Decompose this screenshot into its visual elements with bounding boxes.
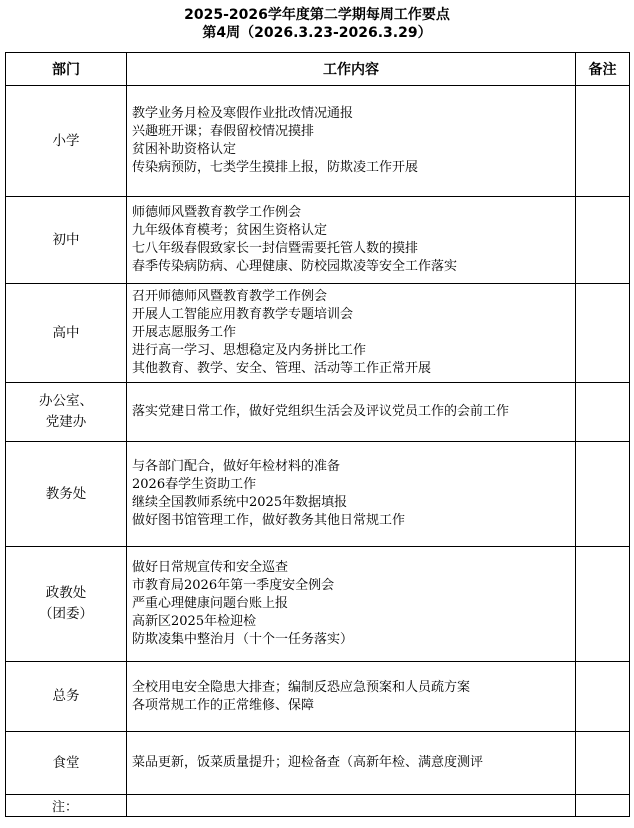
work-item: 其他教育、教学、安全、管理、活动等工作正常开展 bbox=[132, 361, 432, 376]
work-item: 贫困补助资格认定 bbox=[132, 142, 237, 157]
remark-cell bbox=[576, 662, 630, 732]
remark-cell bbox=[576, 383, 630, 442]
table-row bbox=[6, 662, 630, 732]
content-cell bbox=[127, 197, 576, 284]
note-remark-cell bbox=[576, 795, 630, 817]
dept-cell bbox=[6, 547, 127, 662]
content-cell bbox=[127, 284, 576, 383]
work-item: 与各部门配合，做好年检材料的准备 bbox=[132, 459, 341, 474]
dept-name: 教务处 bbox=[45, 485, 87, 502]
table-row bbox=[6, 86, 630, 197]
content-cell bbox=[127, 732, 576, 795]
document-title: 2025-2026学年度第二学期每周工作要点 bbox=[184, 7, 450, 23]
dept-name: 小学 bbox=[52, 132, 80, 149]
table-row bbox=[6, 383, 630, 442]
remark-cell bbox=[576, 732, 630, 795]
work-item: 2026春学生资助工作 bbox=[132, 477, 257, 492]
content-cell bbox=[127, 86, 576, 197]
header-content: 工作内容 bbox=[127, 53, 576, 86]
dept-name: （团委） bbox=[39, 606, 93, 622]
dept-cell bbox=[6, 662, 127, 732]
remark-cell bbox=[576, 547, 630, 662]
work-item: 做好图书馆管理工作，做好教务其他日常规工作 bbox=[132, 513, 406, 528]
content-cell bbox=[127, 442, 576, 547]
table-header-row bbox=[6, 53, 630, 86]
work-item: 做好日常规宣传和安全巡查 bbox=[132, 560, 289, 575]
work-item: 继续全国教师系统中2025年数据填报 bbox=[132, 495, 348, 510]
work-item: 落实党建日常工作，做好党组织生活会及评议党员工作的会前工作 bbox=[132, 404, 510, 419]
content-cell bbox=[127, 547, 576, 662]
work-item: 春季传染病防病、心理健康、防校园欺凌等安全工作落实 bbox=[132, 259, 458, 274]
dept-name: 初中 bbox=[52, 231, 80, 248]
work-item: 教学业务月检及寒假作业批改情况通报 bbox=[132, 106, 354, 121]
document-subtitle: 第4周（2026.3.23-2026.3.29） bbox=[202, 25, 432, 41]
weekly-plan-table bbox=[5, 52, 630, 817]
table-row bbox=[6, 547, 630, 662]
note-label: 注： bbox=[6, 795, 127, 817]
header-dept: 部门 bbox=[6, 53, 127, 86]
content-cell bbox=[127, 383, 576, 442]
table-row bbox=[6, 732, 630, 795]
dept-cell bbox=[6, 442, 127, 547]
remark-cell bbox=[576, 86, 630, 197]
work-item: 师德师风暨教育教学工作例会 bbox=[132, 205, 302, 220]
work-item: 全校用电安全隐患大排查；编制反恐应急预案和人员疏方案 bbox=[132, 679, 471, 695]
work-item: 进行高一学习、思想稳定及内务拼比工作 bbox=[132, 343, 367, 358]
work-item: 各项常规工作的正常维修、保障 bbox=[132, 697, 315, 713]
table-row bbox=[6, 197, 630, 284]
work-item: 九年级体育模考；贫困生资格认定 bbox=[132, 223, 328, 238]
work-item: 传染病预防，七类学生摸排上报，防欺凌工作开展 bbox=[132, 160, 419, 175]
table-row bbox=[6, 442, 630, 547]
dept-name: 办公室、 bbox=[39, 393, 93, 409]
note-row bbox=[6, 795, 630, 817]
dept-cell bbox=[6, 383, 127, 442]
dept-name: 党建办 bbox=[45, 414, 87, 430]
work-item: 菜品更新，饭菜质量提升；迎检备查（高新年检、满意度测评 bbox=[132, 755, 484, 770]
remark-cell bbox=[576, 197, 630, 284]
dept-name: 政教处 bbox=[45, 585, 87, 601]
work-item: 开展志愿服务工作 bbox=[132, 325, 237, 340]
note-content-cell bbox=[127, 795, 576, 817]
work-item: 七八年级春假致家长一封信暨需要托管人数的摸排 bbox=[132, 241, 419, 256]
table-body bbox=[6, 86, 630, 817]
header-remark: 备注 bbox=[576, 53, 630, 86]
work-item: 市教育局2026年第一季度安全例会 bbox=[132, 578, 335, 593]
work-item: 高新区2025年检迎检 bbox=[132, 614, 257, 629]
dept-name: 总务 bbox=[52, 688, 80, 704]
dept-cell bbox=[6, 86, 127, 197]
dept-cell bbox=[6, 284, 127, 383]
work-item: 开展人工智能应用教育教学专题培训会 bbox=[132, 307, 354, 322]
remark-cell bbox=[576, 284, 630, 383]
work-item: 防欺凌集中整治月（十个一任务落实） bbox=[132, 632, 354, 647]
dept-name: 食堂 bbox=[52, 754, 80, 771]
dept-cell bbox=[6, 197, 127, 284]
content-cell bbox=[127, 662, 576, 732]
work-item: 召开师德师风暨教育教学工作例会 bbox=[132, 289, 328, 304]
table-row bbox=[6, 284, 630, 383]
remark-cell bbox=[576, 442, 630, 547]
dept-name: 高中 bbox=[52, 324, 80, 341]
work-item: 兴趣班开课；春假留校情况摸排 bbox=[132, 124, 315, 139]
work-item: 严重心理健康问题台账上报 bbox=[132, 596, 289, 611]
dept-cell bbox=[6, 732, 127, 795]
